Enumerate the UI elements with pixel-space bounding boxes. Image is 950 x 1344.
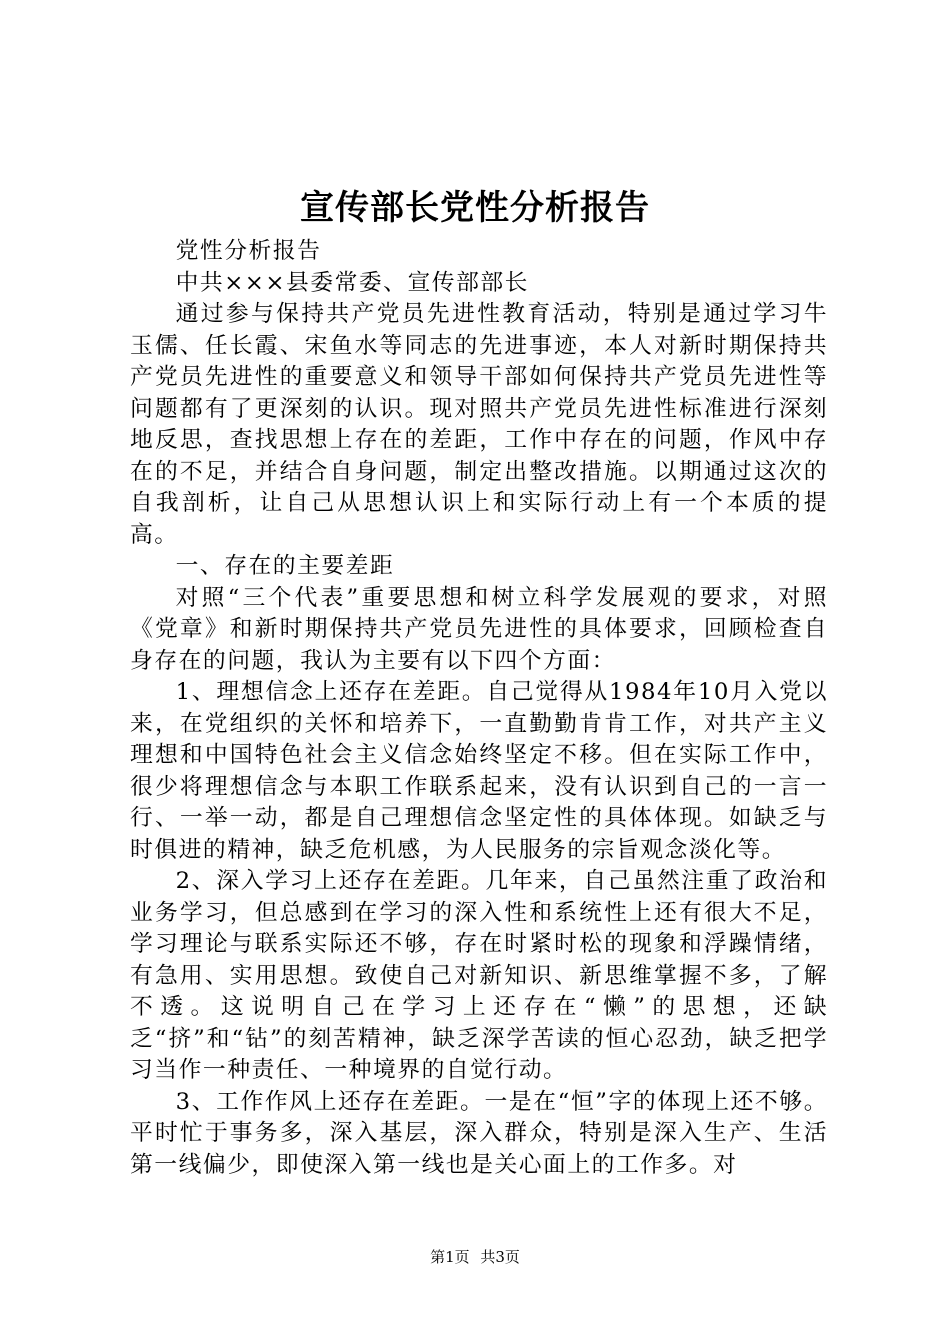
paragraph-item-3: 3、工作作风上还存在差距。一是在“恒”字的体现上还不够。平时忙于事务多，深入基层，深入群众，特别是深入生产、生活第一线偏少，即使深入第一线也是关心面上的工作多。对 [130,1088,828,1178]
paragraph-overview: 对照“三个代表”重要思想和树立科学发展观的要求，对照《党章》和新时期保持共产党员先进性的具体要求，回顾检查自身存在的问题，我认为主要有以下四个方面： [130,584,828,674]
paragraph-intro: 通过参与保持共产党员先进性教育活动，特别是通过学习牛玉儒、任长霞、宋鱼水等同志的先进事迹，本人对新时期保持共产党员先进性的重要意义和领导干部如何保持共产党员先进性等问题都有了更深刻的认识。现对照共产党员先进性标准进行深刻地反思，查找思想上存在的差距，工作中存在的问题，作风中存在的不足，并结合自身问题，制定出整改措施。以期通过这次的自我剖析，让自己从思想认识上和实际行动上有一个本质的提高。 [130,301,828,548]
paragraph-item-1: 1、理想信念上还存在差距。自己觉得从1984年10月入党以来，在党组织的关怀和培养下，一直勤勤肯肯工作，对共产主义理想和中国特色社会主义信念始终坚定不移。但在实际工作中，很少将理想信念与本职工作联系起来，没有认识到自己的一言一行、一举一动，都是自己理想信念坚定性的具体体现。如缺乏与时俱进的精神，缺乏危机感，为人民服务的宗旨观念淡化等。 [130,679,828,863]
page-number: 第1页 [430,1248,470,1266]
page-footer [0,1247,950,1267]
document-title: 宣传部长党性分析报告 [300,188,650,228]
section-heading: 一、存在的主要差距 [175,553,395,579]
paragraph-author: 中共×××县委常委、宣传部部长 [175,269,529,296]
page-total: 共3页 [480,1248,520,1266]
document-body [130,236,828,1181]
paragraph-heading: 党性分析报告 [175,238,322,264]
paragraph-item-2: 2、深入学习上还存在差距。几年来，自己虽然注重了政治和业务学习，但总感到在学习的深入性和系统性上还有很大不足，学习理论与联系实际还不够，存在时紧时松的现象和浮躁情绪，有急用、实用思想。致使自己对新知识、新思维掌握不多，了解不透。这说明自己在学习上还存在“懒”的思想，还缺乏“挤”和“钻”的刻苦精神，缺乏深学苦读的恒心忍劲，缺乏把学习当作一种责任、一种境界的自觉行动。 [130,868,828,1083]
